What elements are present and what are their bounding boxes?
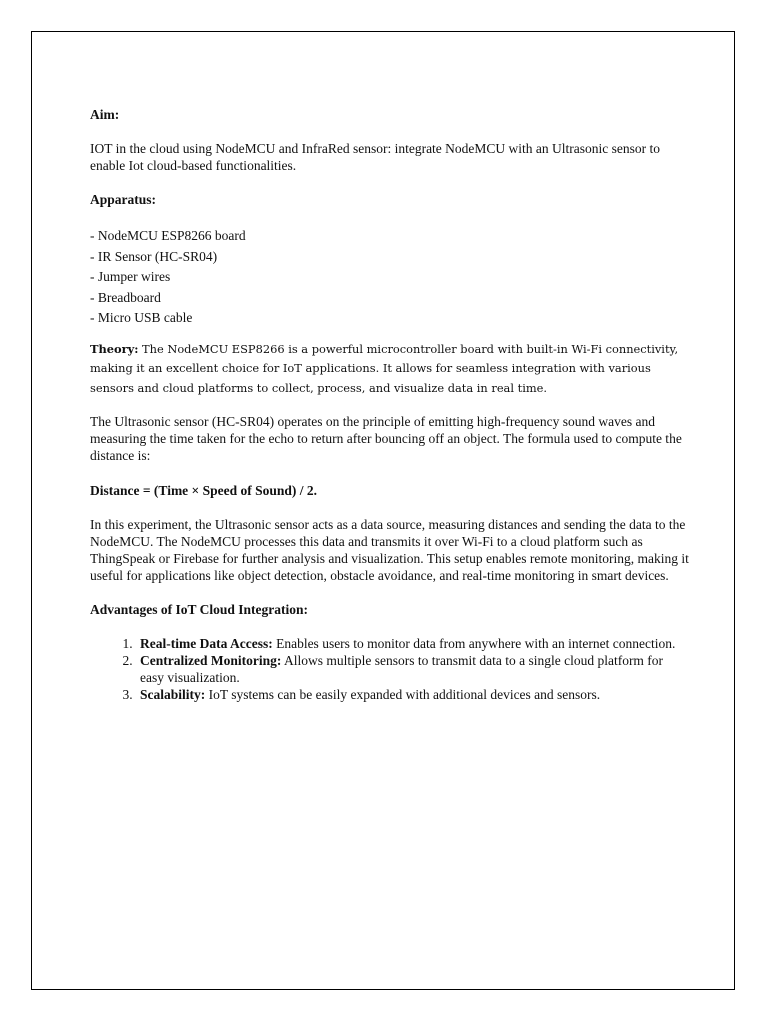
theory-text: The NodeMCU ESP8266 is a powerful microcontroller board with built-in Wi-Fi connectivity, making it an excellent choice for IoT applications. It allows for seamless integration with various sensors and cloud platforms to collect, process, and visualize data in real time. [90,341,679,395]
document-page [31,31,735,990]
ultrasonic-paragraph: The Ultrasonic sensor (HC-SR04) operates on the principle of emitting high-frequency sound waves and measuring the time taken for the echo to return after bouncing off an object. The formula used to compute the distance is: [90,414,682,463]
document-body [90,106,690,703]
apparatus-item: - NodeMCU ESP8266 board [90,228,246,243]
advantages-list [90,635,690,703]
apparatus-heading: Apparatus: [90,192,157,207]
apparatus-list [90,226,690,329]
advantage-title: Real-time Data Access: [140,636,273,651]
theory-label: Theory: [90,341,139,356]
apparatus-item: - Breadboard [90,289,161,305]
advantage-text: Enables users to monitor data from anywhere with an internet connection. [272,636,676,651]
apparatus-item: - IR Sensor (HC-SR04) [90,248,218,264]
advantages-heading: Advantages of IoT Cloud Integration: [90,602,309,617]
aim-heading: Aim: [90,107,120,122]
theory-paragraph [90,340,690,399]
advantage-text: Allows multiple sensors to transmit data to a single cloud platform for easy visualization. [140,653,664,685]
advantage-title: Scalability: [140,687,206,702]
experiment-paragraph: In this experiment, the Ultrasonic sensor acts as a data source, measuring distances and sending the data to the NodeMCU. The NodeMCU processes this data and transmits it over Wi-Fi to a cloud platform such as ThingSpeak or Firebase for further analysis and visualization. This setup enables remote monitoring, making it useful for applications like object detection, obstacle avoidance, and real-time monitoring in smart devices. [90,517,689,583]
aim-text: IOT in the cloud using NodeMCU and InfraRed sensor: integrate NodeMCU with an Ultrasonic sensor to enable Iot cloud-based functionalities. [90,141,661,173]
apparatus-item: - Jumper wires [90,269,171,284]
advantage-text: IoT systems can be easily expanded with additional devices and sensors. [205,687,601,702]
distance-formula: Distance = (Time × Speed of Sound) / 2. [90,483,318,498]
advantage-title: Centralized Monitoring: [140,653,282,668]
advantage-item [136,635,690,652]
advantage-item [136,686,690,703]
advantage-item [136,652,690,686]
apparatus-item: - Micro USB cable [90,310,193,325]
